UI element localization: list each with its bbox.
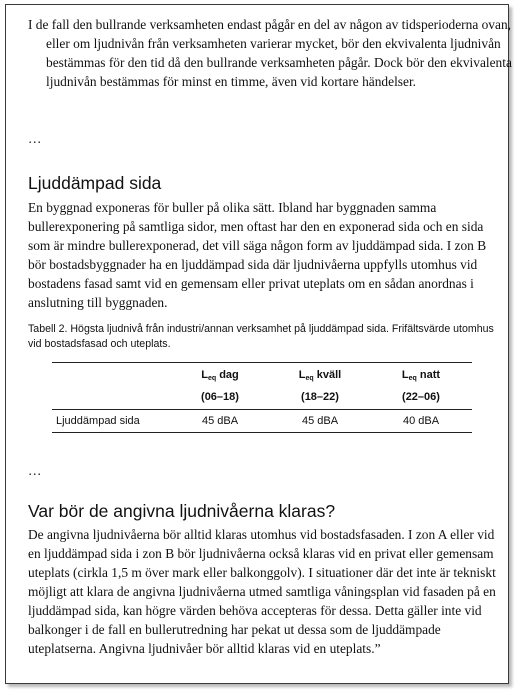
table-corner-cell bbox=[52, 363, 170, 391]
table-header-row-1 bbox=[52, 363, 472, 391]
value-natt: 40 dBA bbox=[370, 410, 472, 433]
column-period-natt: (22–06) bbox=[370, 390, 472, 410]
table-caption: Tabell 2. Högsta ljudnivå från industri/annan verksamhet på ljuddämpad sida. Frifältsvärde utomhus vid bostadsfasad och uteplats. bbox=[28, 323, 494, 350]
document-frame bbox=[5, 4, 512, 684]
heading-var-bor: Var bör de angivna ljudnivåerna klaras? bbox=[28, 501, 336, 521]
intro-paragraph: I de fall den bullrande verksamheten endast pågår en del av någon av tidsperioderna ovan, eller om ljudnivån från verksamheten varierar mycket, bör den ekvivalenta ljudnivån bestämmas för den tid då den bullrande verksamheten pågår. Dock bör den ekvivalenta ljudnivån bestämmas för minst en timme, även vid kortare händelser. bbox=[28, 17, 512, 89]
table-header-row-2 bbox=[52, 390, 472, 410]
value-dag: 45 dBA bbox=[170, 410, 270, 433]
table-row bbox=[52, 410, 472, 433]
value-kvall: 45 dBA bbox=[270, 410, 370, 433]
row-label: Ljuddämpad sida bbox=[52, 410, 170, 433]
noise-level-table bbox=[52, 362, 472, 433]
ellipsis-1: … bbox=[28, 131, 42, 146]
paragraph-ljuddampad-sida: En byggnad exponeras för buller på olika sätt. Ibland har byggnaden samma bullerexponering på samtliga sidor, men oftast har den en exponerad sida och en sida som är mindre bullerexponerad, det vill säga någon form av ljuddämpad sida. I zon B bör bostadsbyggnader ha en ljuddämpad sida där ljudnivåerna uppfylls utomhus vid bostadens fasad samt vid en gemensam eller privat uteplats om en sådan anordnas i anslutning till byggnaden. bbox=[28, 200, 487, 310]
column-header-kvall: $L_{eq}$ kväll bbox=[270, 363, 370, 391]
column-header-dag: $L_{eq}$ dag bbox=[170, 363, 270, 391]
paragraph-var-bor: De angivna ljudnivåerna bör alltid klaras utomhus vid bostadsfasaden. I zon A eller vid en ljuddämpad sida i zon B bör ljudnivåerna också klaras vid en privat eller gemensam uteplats (cirkla 1,5 m över mark eller balkonggolv). I situationer där det inte är tekniskt möjligt att klara de angivna ljudnivåerna utmed samtliga våningsplan vid fasaden på en ljuddämpad sida, kan högre värden behöva accepteras för dessa. Detta gäller inte vid balkonger i de fall en bullerutredning har pekat ut dessa som de ljuddämpade uteplatserna. Angivna ljudnivåer bör alltid klaras vid en uteplats.” bbox=[28, 527, 496, 656]
column-period-kvall: (18–22) bbox=[270, 390, 370, 410]
column-period-dag: (06–18) bbox=[170, 390, 270, 410]
ellipsis-2: … bbox=[28, 463, 42, 478]
column-header-natt: $L_{eq}$ natt bbox=[370, 363, 472, 391]
heading-ljuddampad-sida: Ljuddämpad sida bbox=[28, 173, 162, 193]
